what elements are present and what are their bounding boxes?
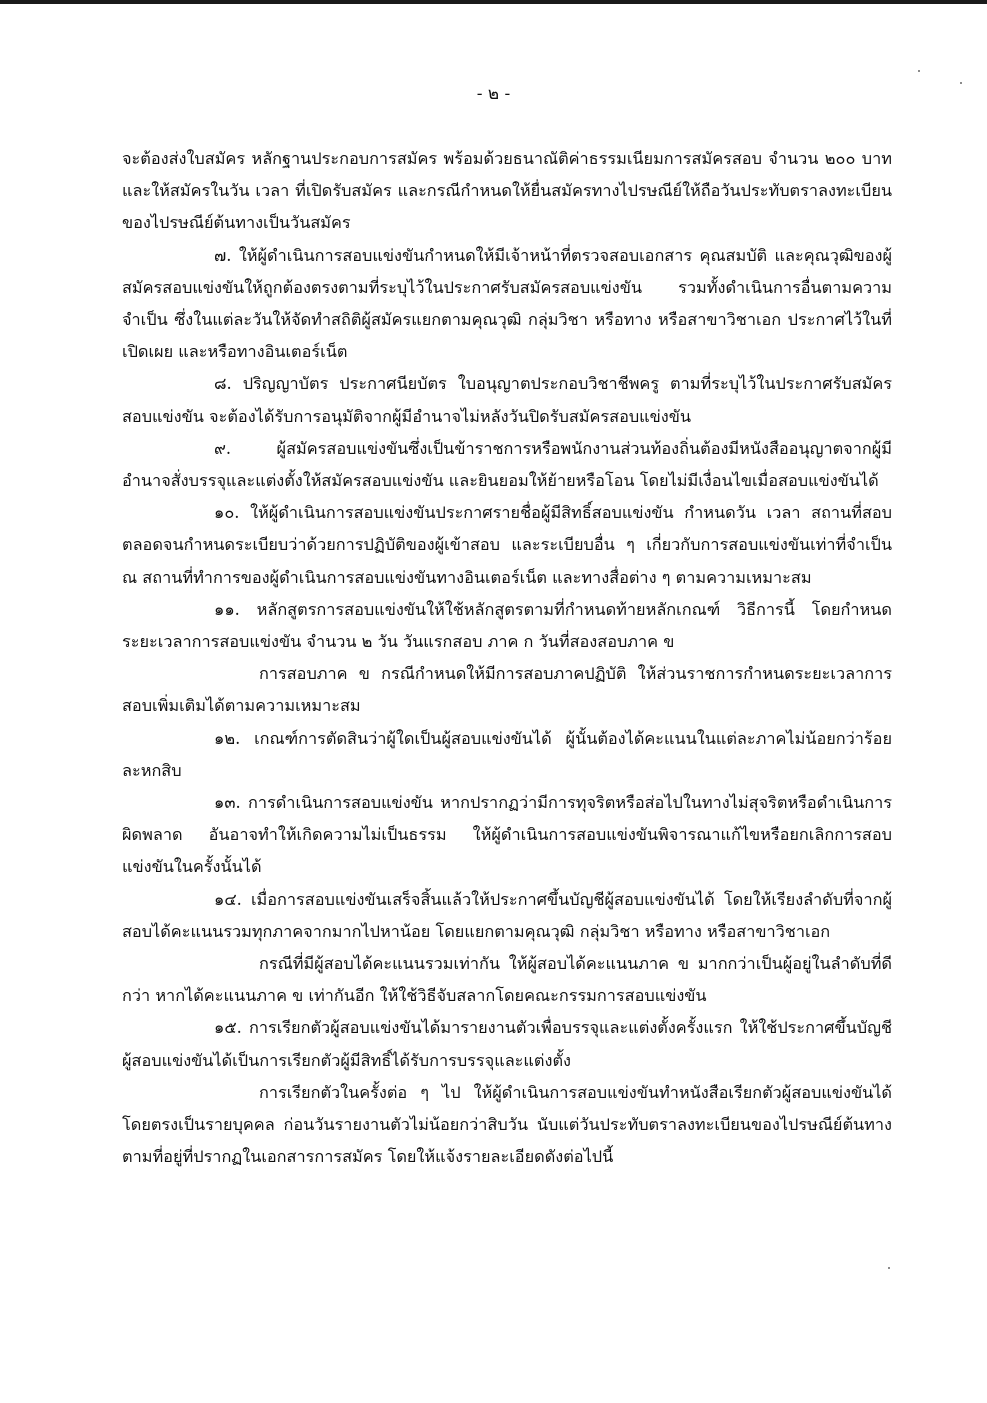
scan-speck xyxy=(888,1267,890,1269)
paragraph-clause-7: ๗. ให้ผู้ดำเนินการสอบแข่งขันกำหนดให้มีเจ้าหน้าที่ตรวจสอบเอกสาร คุณสมบัติ และคุณวุฒิของผู้สมัครสอบแข่งขันให้ถูกต้องตรงตามที่ระบุไว้ในประกาศรับสมัครสอบแข่งขัน รวมทั้งดำเนินการอื่นตามความจำเป็น ซึ่งในแต่ละวันให้จัดทำสถิติผู้สมัครแยกตามคุณวุฒิ กลุ่มวิชา หรือทาง หรือสาขาวิชาเอก ประกาศไว้ในที่เปิดเผย และหรือทางอินเตอร์เน็ต xyxy=(122,245,892,362)
scan-speck xyxy=(960,82,962,84)
scan-top-edge xyxy=(0,0,987,4)
paragraph-clause-15-note: การเรียกตัวในครั้งต่อ ๆ ไป ให้ผู้ดำเนินการสอบแข่งขันทำหนังสือเรียกตัวผู้สอบแข่งขันได้โดยตรงเป็นรายบุคคล ก่อนวันรายงานตัวไม่น้อยกว่าสิบวัน นับแต่วันประทับตราลงทะเบียนของไปรษณีย์ต้นทางตามที่อยู่ที่ปรากฏในเอกสารการสมัคร โดยให้แจ้งรายละเอียดดังต่อไปนี้ xyxy=(122,1082,892,1167)
paragraph-clause-14: ๑๔. เมื่อการสอบแข่งขันเสร็จสิ้นแล้วให้ประกาศขึ้นบัญชีผู้สอบแข่งขันได้ โดยให้เรียงลำดับที่จากผู้สอบได้คะแนนรวมทุกภาคจากมากไปหาน้อย โดยแยกตามคุณวุฒิ กลุ่มวิชา หรือทาง หรือสาขาวิชาเอก xyxy=(122,889,892,941)
paragraph-clause-14-note: กรณีที่มีผู้สอบได้คะแนนรวมเท่ากัน ให้ผู้สอบได้คะแนนภาค ข มากกว่าเป็นผู้อยู่ในลำดับที่ดีกว่า หากได้คะแนนภาค ข เท่ากันอีก ให้ใช้วิธีจับสลากโดยคณะกรรมการสอบแข่งขัน xyxy=(122,954,892,1006)
paragraph-clause-8: ๘. ปริญญาบัตร ประกาศนียบัตร ใบอนุญาตประกอบวิชาชีพครู ตามที่ระบุไว้ในประกาศรับสมัครสอบแข่งขัน จะต้องได้รับการอนุมัติจากผู้มีอำนาจไม่หลังวันปิดรับสมัครสอบแข่งขัน xyxy=(122,374,892,426)
paragraph-application-fee: จะต้องส่งใบสมัคร หลักฐานประกอบการสมัคร พร้อมด้วยธนาณัติค่าธรรมเนียมการสมัครสอบ จำนวน ๒๐๐ บาท และให้สมัครในวัน เวลา ที่เปิดรับสมัคร และกรณีกำหนดให้ยื่นสมัครทางไปรษณีย์ให้ถือวันประทับตราลงทะเบียนของไปรษณีย์ต้นทางเป็นวันสมัคร xyxy=(122,149,892,233)
paragraph-clause-11: ๑๑. หลักสูตรการสอบแข่งขันให้ใช้หลักสูตรตามที่กำหนดท้ายหลักเกณฑ์ วิธีการนี้ โดยกำหนดระยะเวลาการสอบแข่งขัน จำนวน ๒ วัน วันแรกสอบ ภาค ก วันที่สองสอบภาค ข xyxy=(122,599,892,652)
paragraph-clause-12: ๑๒. เกณฑ์การตัดสินว่าผู้ใดเป็นผู้สอบแข่งขันได้ ผู้นั้นต้องได้คะแนนในแต่ละภาคไม่น้อยกว่าร้อยละหกสิบ xyxy=(122,728,892,780)
paragraph-clause-15: ๑๕. การเรียกตัวผู้สอบแข่งขันได้มารายงานตัวเพื่อบรรจุและแต่งตั้งครั้งแรก ให้ใช้ประกาศขึ้นบัญชีผู้สอบแข่งขันได้เป็นการเรียกตัวผู้มีสิทธิ์ได้รับการบรรจุและแต่งตั้ง xyxy=(122,1018,892,1070)
paragraph-clause-13: ๑๓. การดำเนินการสอบแข่งขัน หากปรากฏว่ามีการทุจริตหรือส่อไปในทางไม่สุจริตหรือดำเนินการผิดพลาด อันอาจทำให้เกิดความไม่เป็นธรรม ให้ผู้ดำเนินการสอบแข่งขันพิจารณาแก้ไขหรือยกเลิกการสอบแข่งขันในครั้งนั้นได้ xyxy=(122,793,892,877)
paragraph-clause-9: ๙. ผู้สมัครสอบแข่งขันซึ่งเป็นข้าราชการหรือพนักงานส่วนท้องถิ่นต้องมีหนังสืออนุญาตจากผู้มีอำนาจสั่งบรรจุและแต่งตั้งให้สมัครสอบแข่งขัน และยินยอมให้ย้ายหรือโอน โดยไม่มีเงื่อนไขเมื่อสอบแข่งขันได้ xyxy=(122,438,892,491)
paragraph-clause-11-note: การสอบภาค ข กรณีกำหนดให้มีการสอบภาคปฏิบัติ ให้ส่วนราชการกำหนดระยะเวลาการสอบเพิ่มเติมได้ตามความเหมาะสม xyxy=(122,664,892,716)
paragraph-clause-10: ๑๐. ให้ผู้ดำเนินการสอบแข่งขันประกาศรายชื่อผู้มีสิทธิ์สอบแข่งขัน กำหนดวัน เวลา สถานที่สอบตลอดจนกำหนดระเบียบว่าด้วยการปฏิบัติของผู้เข้าสอบ และระเบียบอื่น ๆ เกี่ยวกับการสอบแข่งขันเท่าที่จำเป็น ณ สถานที่ทำการของผู้ดำเนินการสอบแข่งขันทางอินเตอร์เน็ต และทางสื่อต่าง ๆ ตามความเหมาะสม xyxy=(122,503,892,587)
scan-speck xyxy=(918,70,920,72)
page-number: - ๒ - xyxy=(476,84,511,104)
document-body xyxy=(122,143,892,1174)
